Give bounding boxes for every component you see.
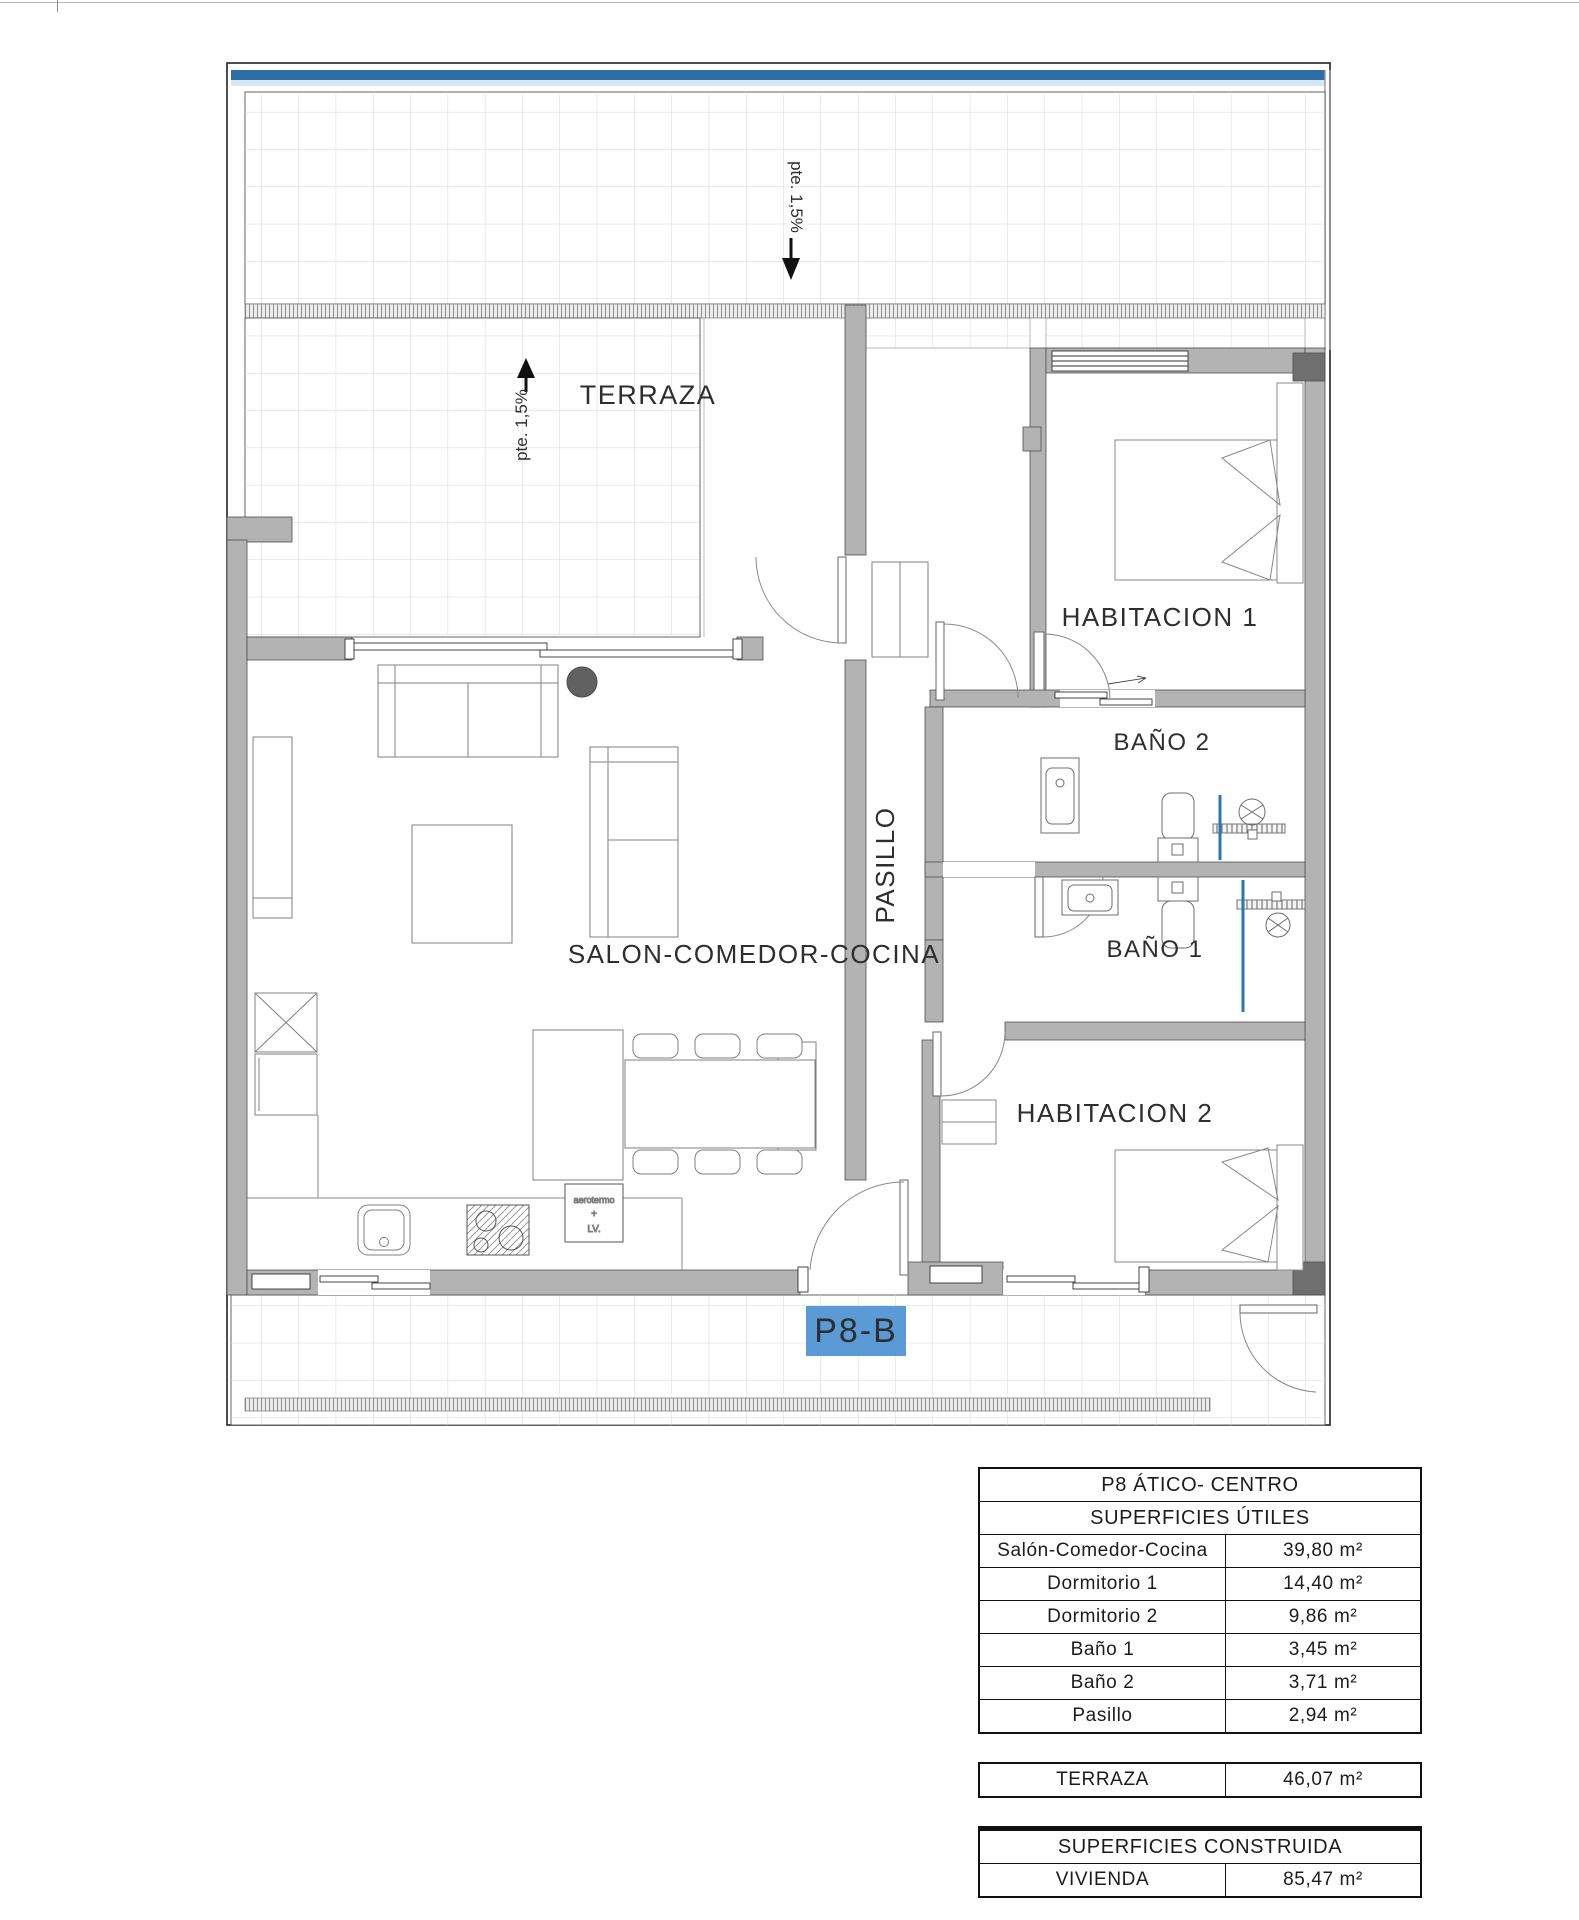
wardrobe-bedroom2 [942,1100,996,1144]
wall-bedroom2-north [1005,1022,1305,1040]
lower-terrace-hatch-strip [245,1398,1210,1411]
dining-set [625,1034,815,1174]
shower-bath2 [1213,795,1285,860]
aerotermo-unit [565,1184,623,1242]
terrace-slope-note: pte. 1,5% [512,389,531,461]
row-label: Salón-Comedor-Cocina [997,1540,1208,1561]
table-terraza [978,1762,1422,1798]
wall-hall-east [925,707,943,940]
dining-table [625,1060,815,1148]
sofa-large [378,665,558,757]
table-row [980,1534,1420,1567]
pillar-dark-ne [1293,353,1325,381]
sheet-border-line [0,2,1579,3]
sideboard [253,737,292,918]
roof-tile-area [245,92,1325,304]
wall-hall-west [845,660,866,1180]
bedroom1-label: HABITACION 1 [1061,602,1259,632]
table-row [980,1764,1420,1796]
hall-label: PASILLO [870,806,900,924]
row-label: Dormitorio 1 [1047,1573,1158,1594]
row-label: Pasillo [1072,1705,1133,1726]
door-living-terrace [810,1180,908,1275]
table-superficies-construida [978,1826,1422,1898]
wall-left [227,540,247,1295]
row-value: 2,94 m² [1225,1700,1420,1732]
table-row [980,1666,1420,1699]
aerotermo-label-2: + [591,1209,597,1220]
door-bedroom2 [933,1032,1005,1096]
doors [756,557,1317,1392]
bath2-label: BAÑO 2 [1113,729,1211,756]
terrace-label: TERRAZA [579,380,717,410]
roof-edge-blue-bar [231,70,1325,80]
wall-corridor-west-upper [845,305,866,555]
row-value: 9,86 m² [1225,1601,1420,1633]
table-row [980,1567,1420,1600]
roof-edge-blue-bar-light [231,80,1325,86]
sheet-border-tick [57,0,58,12]
wall-top-left [247,637,352,660]
row-label: TERRAZA [1056,1769,1149,1790]
table-title [980,1831,1420,1863]
lower-terrace-tile-area [231,1295,1325,1425]
kitchen-island [533,1030,623,1180]
roof-slope-note: pte. 1,5% [787,161,806,233]
row-value: 39,80 m² [1225,1535,1420,1567]
door-entrance [936,622,1018,700]
door-terrace-corridor [756,557,846,643]
row-label: Baño 2 [1070,1672,1135,1693]
row-value: 14,40 m² [1225,1568,1420,1600]
row-label: Baño 1 [1070,1639,1135,1660]
aerotermo-label-3: LV. [587,1224,601,1235]
kitchen-sink [358,1205,410,1255]
living-label: SALON-COMEDOR-COCINA [567,939,941,969]
armchair-sofa [590,747,678,937]
table-subtitle [980,1501,1420,1534]
toilet-bath2 [1158,793,1198,862]
chair [695,1034,740,1058]
chair [633,1150,678,1174]
kitchen-cabinet [255,1054,317,1115]
row-label: VIVIENDA [1055,1869,1150,1890]
table-row [980,1699,1420,1732]
washbasin-bath2 [1041,758,1079,833]
table-title-text: P8 ÁTICO- CENTRO [1101,1473,1299,1496]
table-row [980,1633,1420,1666]
bathroom-fixtures [1041,758,1305,1012]
row-value: 3,45 m² [1225,1634,1420,1666]
wall-left-cap [227,517,292,542]
chair [757,1150,802,1174]
table-row [980,1600,1420,1633]
wall-east [1305,348,1325,1295]
coffee-table [412,825,512,943]
corridor-closet [872,562,928,657]
chair [695,1150,740,1174]
cooktop [467,1205,529,1255]
bed-bedroom1 [1115,383,1303,583]
row-label: Dormitorio 2 [1047,1606,1158,1627]
table-title [980,1469,1420,1501]
row-value: 46,07 m² [1225,1764,1420,1796]
shower-bath1 [1237,880,1305,1012]
row-value: 3,71 m² [1225,1667,1420,1699]
unit-badge-label: P8-B [814,1312,898,1350]
bedroom2-label: HABITACION 2 [1016,1098,1214,1128]
table-superficies-utiles [978,1467,1422,1734]
aerotermo-label-1: aerotermo [573,1195,615,1205]
bath1-label: BAÑO 1 [1106,936,1204,963]
unit-badge [806,1306,906,1356]
chair [633,1034,678,1058]
washbasin-bath1 [1062,880,1118,915]
wall-nub [1023,427,1041,451]
fridge [255,993,317,1052]
structural-column [567,667,597,697]
row-value: 85,47 m² [1225,1864,1420,1896]
roof-drain-hatch-strip [245,304,1325,318]
table-row [980,1863,1420,1896]
chair [757,1034,802,1058]
table-title-text: SUPERFICIES CONSTRUIDA [1057,1835,1343,1858]
table-subtitle-text: SUPERFICIES ÚTILES [1090,1506,1310,1529]
bed-bedroom2 [1115,1145,1303,1270]
living-furniture [247,562,928,1270]
